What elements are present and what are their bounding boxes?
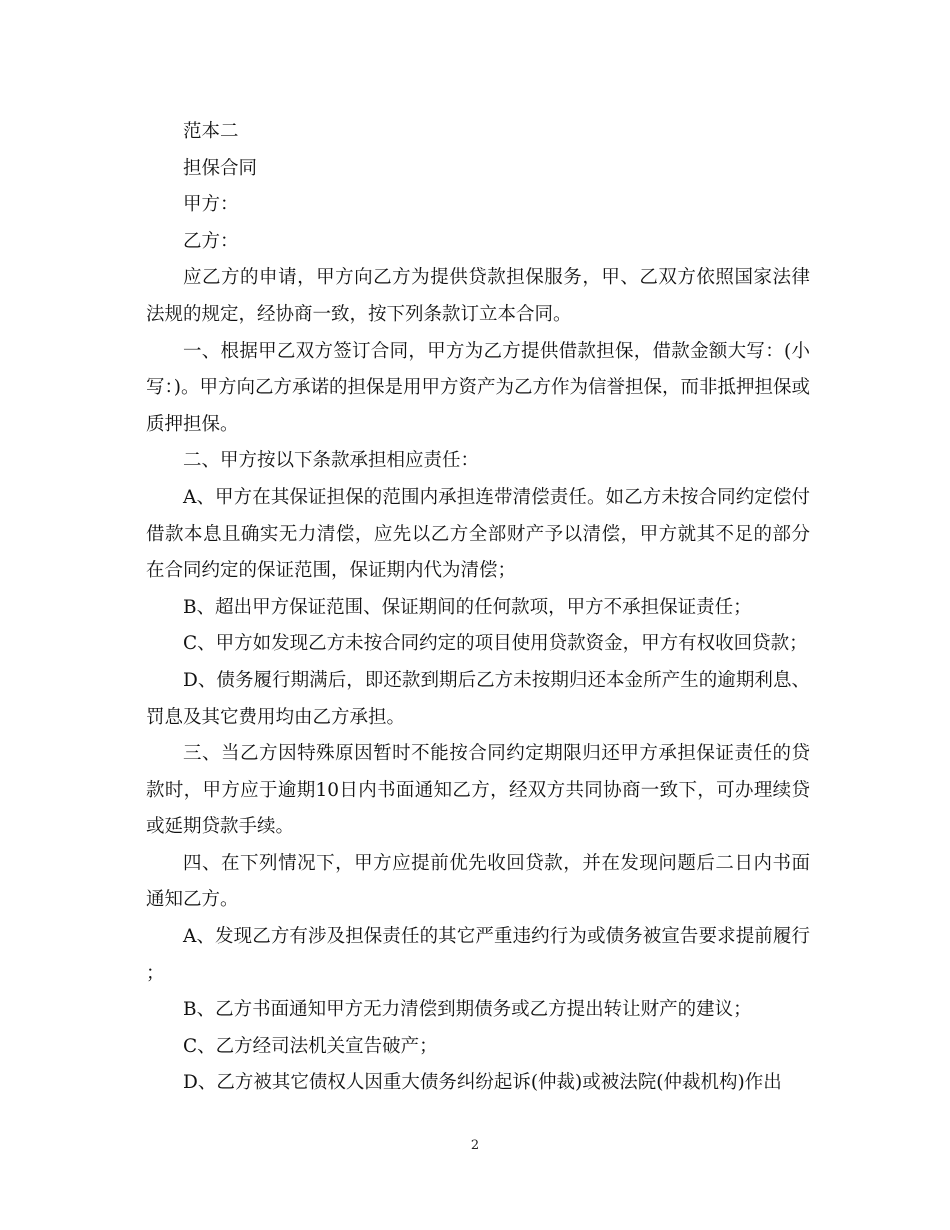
party-b-line: 乙方： [183,230,239,252]
page-number: 2 [470,1138,480,1153]
preamble-paragraph: 应乙方的申请，甲方向乙方为提供贷款担保服务，甲、乙双方依照国家法律法规的规定，经协商一致，按下列条款订立本合同。 [146,267,810,325]
clause-2-heading: 二、甲方按以下条款承担相应责任： [183,450,480,472]
clause-3-paragraph: 三、当乙方因特殊原因暂时不能按合同约定期限归还甲方承担保证责任的贷款时，甲方应于逾期10日内书面通知乙方，经双方共同协商一致下，可办理续贷或延期贷款手续。 [146,743,810,838]
clause-2-item-a: A、甲方在其保证担保的范围内承担连带清偿责任。如乙方未按合同约定偿付借款本息且确实无力清偿，应先以乙方全部财产予以清偿，甲方就其不足的部分在合同约定的保证范围，保证期内代为清偿； [146,486,810,582]
clause-2-item-b: B、超出甲方保证范围、保证期间的任何款项，甲方不承担保证责任； [183,596,752,618]
contract-title: 担保合同 [183,157,258,179]
party-a-line: 甲方： [183,194,239,216]
clause-2-item-c: C、甲方如发现乙方未按合同约定的项目使用贷款资金，甲方有权收回贷款； [183,633,808,655]
clause-4-item-b: B、乙方书面通知甲方无力清偿到期债务或乙方提出转让财产的建议； [183,999,752,1021]
clause-4-heading: 四、在下列情况下，甲方应提前优先收回贷款，并在发现问题后二日内书面通知乙方。 [146,852,810,911]
clause-4-item-c: C、乙方经司法机关宣告破产； [183,1035,438,1057]
document-body [146,114,810,1102]
sample-heading: 范本二 [183,121,239,142]
clause-2-item-d: D、债务履行期满后，即还款到期后乙方未按期归还本金所产生的逾期利息、罚息及其它费用均由乙方承担。 [146,669,810,728]
clause-1-paragraph: 一、根据甲乙双方签订合同，甲方为乙方提供借款担保，借款金额大写：(小写：)。甲方向乙方承诺的担保是用甲方资产为乙方作为信誉担保，而非抵押担保或质押担保。 [146,340,810,435]
clause-4-item-a: A、发现乙方有涉及担保责任的其它严重违约行为或债务被宣告要求提前履行； [146,926,810,984]
clause-4-item-d: D、乙方被其它债权人因重大债务纠纷起诉(仲裁)或被法院(仲裁机构)作出 [183,1072,782,1094]
